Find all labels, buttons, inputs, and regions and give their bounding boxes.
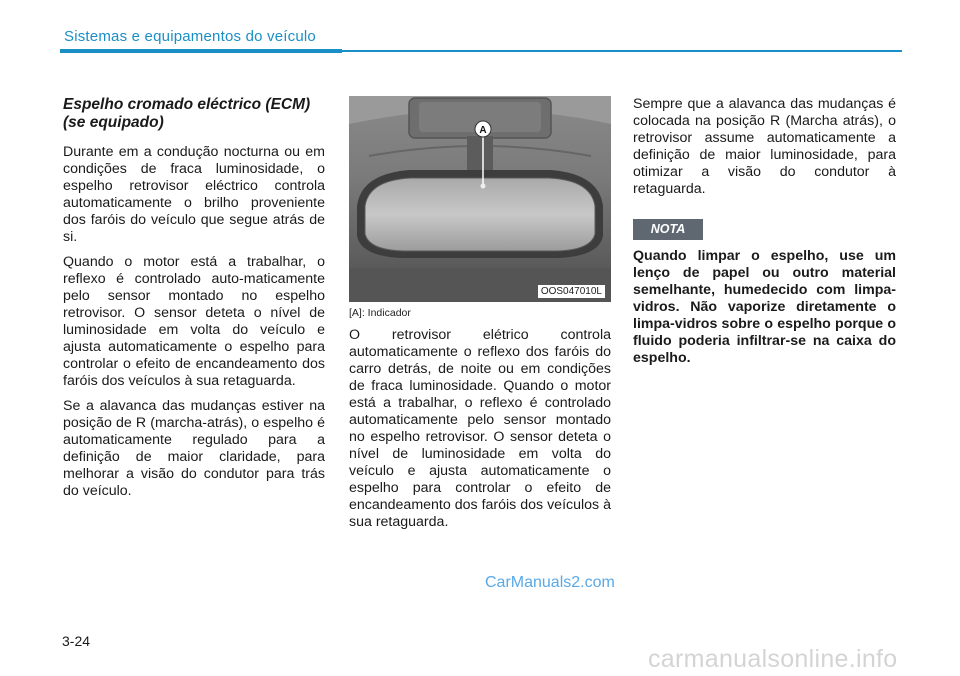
middle-column — [349, 327, 611, 539]
page-number: 3-24 — [62, 633, 91, 649]
header-accent-bar — [60, 49, 342, 53]
header-rule — [342, 50, 902, 52]
mirror-illustration — [349, 96, 611, 302]
paragraph: Quando o motor está a trabalhar, o reflexo é controlado auto-maticamente pelo sensor montado no espelho retrovisor. O sensor deteta o nível de luminosidade em volta do veículo e ajusta automaticamente o espelho para controlar o efeito de encandeamento dos faróis dos veículos à sua retaguarda. — [63, 254, 325, 389]
figure-code: OOS047010L — [538, 285, 605, 298]
paragraph: O retrovisor elétrico controla automaticamente o reflexo dos faróis do carro detrás, de noite ou em condições de fraca luminosidade. Quando o motor está a trabalhar, o reflexo é controlado automaticamente pelo sensor montado no espelho retrovisor. O sensor deteta o nível de luminosidade em volta do veículo e ajusta automaticamente o espelho para controlar o efeito de encandeamento dos faróis dos veículos à sua retaguarda. — [349, 327, 611, 530]
watermark: CarManuals2.com — [485, 574, 615, 591]
note-badge: NOTA — [633, 219, 703, 240]
figure-caption: [A]: Indicador — [349, 307, 411, 319]
note-text: Quando limpar o espelho, use um lenço de papel ou outro material semelhante, humedecido com limpa-vidros. Não vaporize diretamente o limpa-vidros sobre o espelho porque o fluido poderia infiltrar-se na caixa do espelho. — [633, 248, 896, 366]
section-header-title: Sistemas e equipamentos do veículo — [64, 28, 316, 45]
figure-marker-label: A — [479, 125, 487, 136]
paragraph: Sempre que a alavanca das mudanças é colocada na posição R (Marcha atrás), o retrovisor assume automaticamente a definição de maior luminosidade, para otimizar a visão do condutor à retaguarda. — [633, 96, 896, 197]
paragraph: Durante em a condução nocturna ou em condições de fraca luminosidade, o espelho retrovisor eléctrico controla automaticamente o brilho proveniente dos faróis do veículo que segue atrás de si. — [63, 144, 325, 245]
left-column — [63, 96, 325, 508]
paragraph: Se a alavanca das mudanças estiver na posição de R (marcha-atrás), o espelho é automaticamente regulado para a definição de maior claridade, para melhorar a visão do condutor para trás do veículo. — [63, 398, 325, 499]
section-heading: Espelho cromado eléctrico (ECM) (se equipado) — [63, 96, 311, 131]
rearview-mirror-figure — [349, 96, 611, 302]
footer-watermark: carmanualsonline.info — [648, 645, 898, 673]
right-column — [633, 96, 896, 206]
